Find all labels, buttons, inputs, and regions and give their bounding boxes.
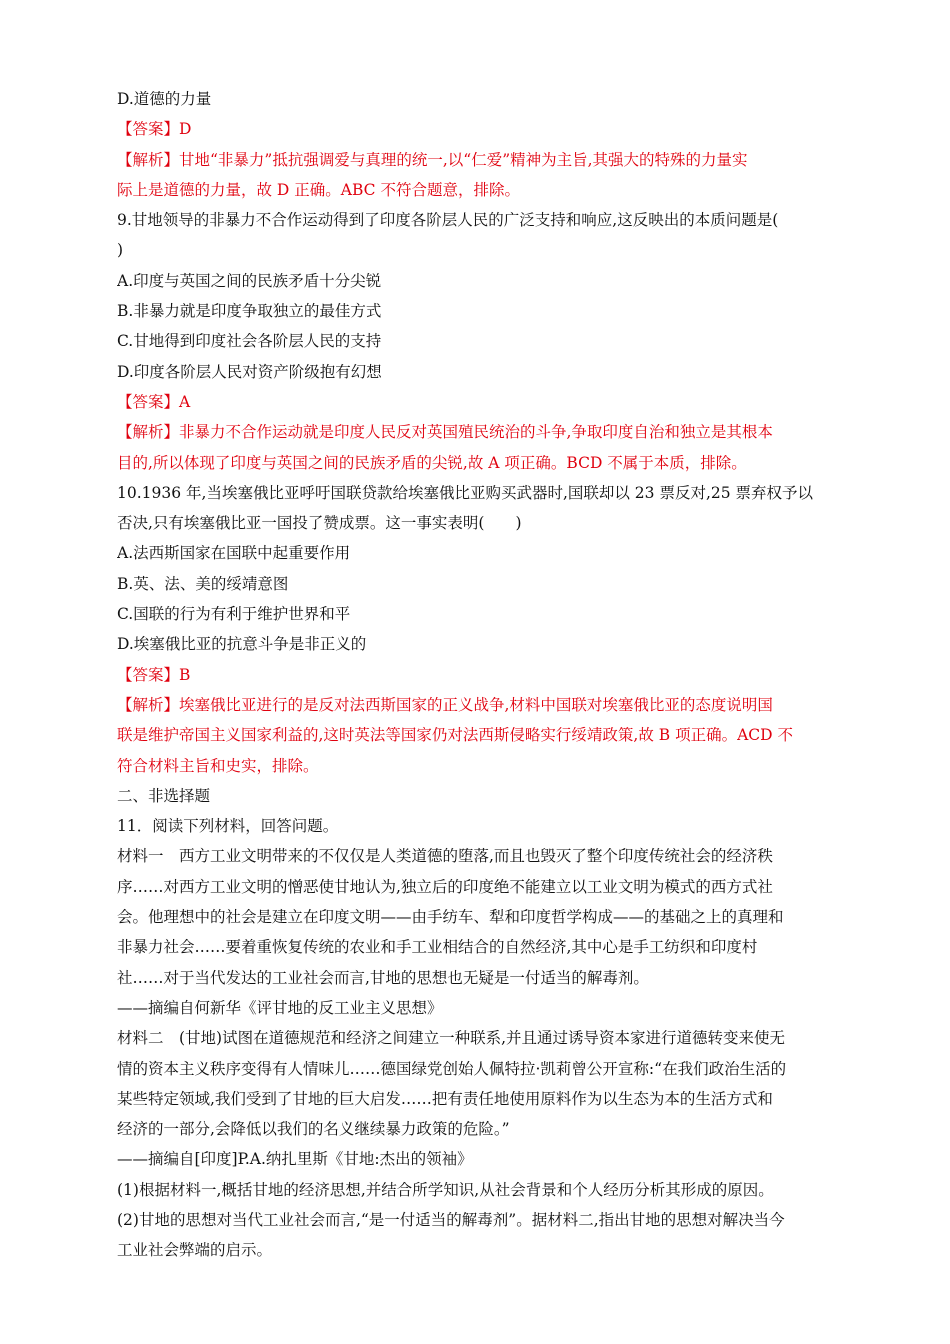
material-one-line: 社……对于当代发达的工业社会而言,甘地的思想也无疑是一付适当的解毒剂。	[117, 968, 649, 987]
option-c-line: C.国联的行为有利于维护世界和平	[117, 605, 351, 624]
option-d-line: D.印度各阶层人民对资产阶级抱有幻想	[117, 362, 382, 381]
material-one-line: 序……对西方工业文明的憎恶使甘地认为,独立后的印度绝不能建立以工业文明为模式的西方式社	[117, 877, 773, 896]
answer-line: 【答案】D	[117, 120, 192, 139]
analysis-line: 【解析】埃塞俄比亚进行的是反对法西斯国家的正义战争,材料中国联对埃塞俄比亚的态度说明国	[117, 695, 773, 714]
material-one-line: 非暴力社会……要着重恢复传统的农业和手工业相结合的自然经济,其中心是手工纺织和印度村	[117, 938, 758, 957]
question-9-stem: )	[117, 241, 124, 260]
option-a-line: A.印度与英国之间的民族矛盾十分尖锐	[117, 271, 382, 290]
material-two-line: 情的资本主义秩序变得有人情味儿……德国绿党创始人佩特拉·凯莉曾公开宣称:“在我们政治生活的	[117, 1059, 787, 1078]
answer-line: 【答案】B	[117, 665, 191, 684]
analysis-line: 【解析】非暴力不合作运动就是印度人民反对英国殖民统治的斗争,争取印度自治和独立是其根本	[117, 423, 773, 442]
sub-question-1: (1)根据材料一,概括甘地的经济思想,并结合所学知识,从社会背景和个人经历分析其形成的原因。	[117, 1180, 774, 1199]
analysis-line: 目的,所以体现了印度与英国之间的民族矛盾的尖锐,故 A 项正确。BCD 不属于本质，排除。	[117, 453, 747, 472]
option-b-line: B.非暴力就是印度争取独立的最佳方式	[117, 302, 382, 321]
material-one-line: 材料一 西方工业文明带来的不仅仅是人类道德的堕落,而且也毁灭了整个印度传统社会的经济秩	[117, 847, 773, 866]
option-d-line: D.道德的力量	[117, 90, 212, 108]
material-one-source: ——摘编自何新华《评甘地的反工业主义思想》	[117, 998, 443, 1017]
section-heading: 二、非选择题	[117, 786, 211, 805]
analysis-line: 联是维护帝国主义国家利益的,这时英法等国家仍对法西斯侵略实行绥靖政策,故 B 项正确。ACD 不	[117, 726, 794, 745]
material-two-source: ——摘编自[印度]P.A.纳扎里斯《甘地:杰出的领袖》	[117, 1150, 473, 1169]
question-10-stem: 10.1936 年,当埃塞俄比亚呼吁国联贷款给埃塞俄比亚购买武器时,国联却以 23 票反对,25 票弃权予以	[117, 483, 814, 502]
question-11-stem: 11．阅读下列材料，回答问题。	[117, 817, 339, 836]
material-two-line: 经济的一部分,会降低以我们的名义继续暴力政策的危险。”	[117, 1120, 510, 1139]
answer-line: 【答案】A	[117, 392, 191, 411]
material-two-line: 某些特定领域,我们受到了甘地的巨大启发……把有责任地使用原料作为以生态为本的生活方式和	[117, 1089, 773, 1108]
material-one-line: 会。他理想中的社会是建立在印度文明——由手纺车、犁和印度哲学构成——的基础之上的真理和	[117, 908, 784, 927]
document-page	[117, 84, 839, 1266]
question-9-stem: 9.甘地领导的非暴力不合作运动得到了印度各阶层人民的广泛支持和响应,这反映出的本质问题是(	[117, 211, 779, 230]
question-10-stem: 否决,只有埃塞俄比亚一国投了赞成票。这一事实表明( )	[117, 514, 522, 533]
analysis-line: 际上是道德的力量，故 D 正确。ABC 不符合题意，排除。	[117, 180, 520, 199]
option-b-line: B.英、法、美的绥靖意图	[117, 574, 289, 593]
option-d-line: D.埃塞俄比亚的抗意斗争是非正义的	[117, 635, 367, 654]
material-two-line: 材料二 (甘地)试图在道德规范和经济之间建立一种联系,并且通过诱导资本家进行道德转变来使无	[117, 1029, 786, 1048]
analysis-line: 符合材料主旨和史实，排除。	[117, 756, 319, 775]
sub-question-2: 工业社会弊端的启示。	[117, 1241, 273, 1260]
analysis-line: 【解析】甘地“非暴力”抵抗强调爱与真理的统一,以“仁爱”精神为主旨,其强大的特殊的力量实	[117, 150, 748, 169]
option-c-line: C.甘地得到印度社会各阶层人民的支持	[117, 332, 382, 351]
sub-question-2: (2)甘地的思想对当代工业社会而言,“是一付适当的解毒剂”。据材料二,指出甘地的思想对解决当今	[117, 1210, 785, 1229]
option-a-line: A.法西斯国家在国联中起重要作用	[117, 544, 351, 563]
